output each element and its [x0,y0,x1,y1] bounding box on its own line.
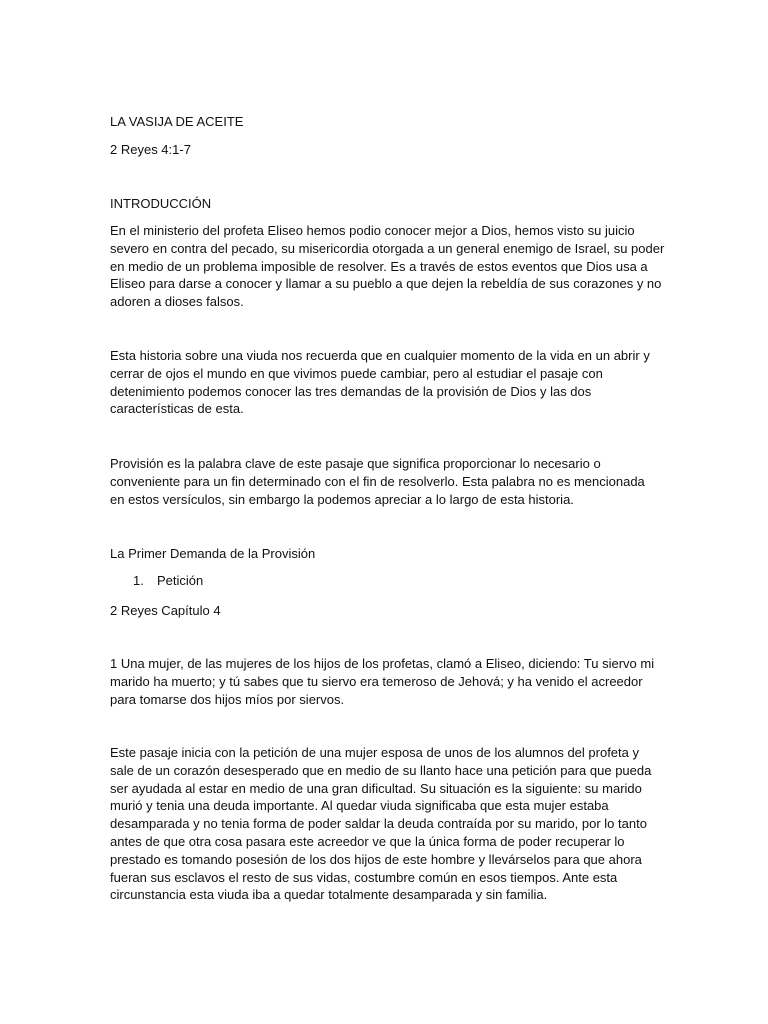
scripture-reference: 2 Reyes 4:1-7 [110,142,191,157]
paragraph-line: conveniente para un fin determinado con el fin de resolverlo. Esta palabra no es mencionada [110,473,645,489]
paragraph-line: circunstancia esta viuda iba a quedar totalmente desamparada y sin familia. [110,887,548,903]
list-item-text: Petición [157,573,204,588]
paragraph-line: murió y tenia una deuda importante. Al quedar viuda significaba que esta mujer estaba [110,798,609,814]
verse-block [110,655,662,708]
paragraph-line: desamparada y no tenia forma de poder saldar la deuda contraída por su marido, por lo tanto [110,816,647,832]
paragraph-line: fueran sus esclavos el resto de sus vidas, costumbre común en esos tiempos. Ante esta [110,869,618,885]
paragraph-line: en estos versículos, sin embargo la podemos apreciar a lo largo de esta historia. [110,491,574,507]
intro-heading: INTRODUCCIÓN [110,196,212,211]
paragraph-line: Este pasaje inicia con la petición de una mujer esposa de unos de los alumnos del profeta y [110,745,639,760]
paragraph-line: severo en contra del pecado, su misericordia otorgada a un general enemigo de Israel, su poder [110,240,665,256]
verse-line: 1 Una mujer, de las mujeres de los hijos de los profetas, clamó a Eliseo, diciendo: Tu siervo mi [110,656,655,671]
paragraph-intro [110,222,665,311]
paragraph-line: cerrar de ojos el mundo en que vivimos puede cambiar, pero al estudiar el pasaje con [110,365,603,381]
paragraph-line: En el ministerio del profeta Eliseo hemos podio conocer mejor a Dios, hemos visto su juicio [110,223,635,238]
paragraph-line: prestado es tomando posesión de los dos hijos de este hombre y llevárselos para que ahora [110,851,642,867]
paragraph-story [110,347,662,418]
list-item-number: 1. [133,573,144,588]
section-heading: La Primer Demanda de la Provisión [110,546,316,561]
verse-line: marido ha muerto; y tú sabes que tu siervo era temeroso de Jehová; y ha venido el acreedor [110,673,643,689]
paragraph-line: Provisión es la palabra clave de este pasaje que significa proporcionar lo necesario o [110,456,601,471]
verse-line: para tomarse dos hijos míos por siervos. [110,691,345,707]
paragraph-line: ser ayudada al estar en medio de una gran dificultad. Su situación es la siguiente: su marido [110,780,642,796]
paragraph-line: Eliseo para darse a conocer y llamar a su pueblo a que dejen la rebeldía de sus corazones y no [110,276,662,292]
paragraph-line: en medio de un problema imposible de resolver. Es a través de estos eventos que Dios usa a [110,258,648,274]
paragraph-line: características de esta. [110,401,244,417]
paragraph-line: antes de que otra cosa pasara este acreedor ve que la única forma de poder recuperar lo [110,833,625,849]
chapter-reference: 2 Reyes Capítulo 4 [110,603,221,618]
paragraph-line: sale de un corazón desesperado que en medio de su llanto hace una petición para que pueda [110,762,652,778]
document-title: LA VASIJA DE ACEITE [110,114,244,129]
paragraph-explanation [110,744,662,904]
paragraph-provision [110,455,662,508]
paragraph-line: adoren a dioses falsos. [110,294,244,310]
paragraph-line: Esta historia sobre una viuda nos recuerda que en cualquier momento de la vida en un abrir y [110,348,650,363]
paragraph-line: detenimiento podemos conocer las tres demandas de la provisión de Dios y las dos [110,383,592,399]
